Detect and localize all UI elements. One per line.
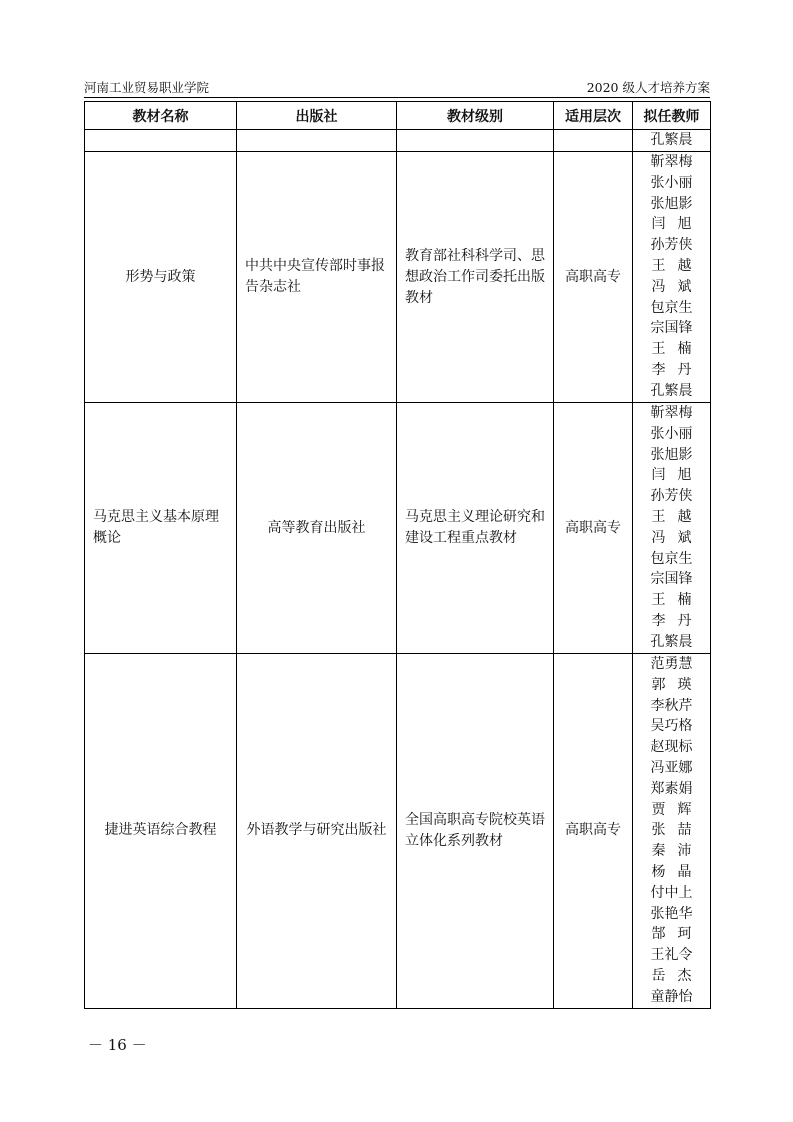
cell-teachers xyxy=(633,403,711,654)
teacher-name: 李秋芹 xyxy=(650,697,693,714)
publisher-text: 高等教育出版社 xyxy=(267,519,366,536)
textbook-table xyxy=(84,101,711,1009)
teacher-name: 李丹 xyxy=(651,612,704,629)
cell-name xyxy=(85,403,237,654)
teacher-name: 包京生 xyxy=(650,299,693,316)
teacher-name: 郜珂 xyxy=(651,926,704,943)
teacher-name: 王越 xyxy=(651,508,704,525)
teacher-name: 张旭影 xyxy=(650,195,693,212)
column-header: 拟任教师 xyxy=(633,102,711,130)
page-number: － 16 － xyxy=(88,1036,147,1054)
name-text: 形势与政策 xyxy=(125,268,196,285)
teacher-name: 冯斌 xyxy=(651,278,704,295)
institution-name: 河南工业贸易职业学院 xyxy=(84,80,210,95)
cell-publisher xyxy=(237,152,397,403)
publisher-text: 中共中央宣传部时事报告杂志社 xyxy=(245,258,385,295)
teacher-name: 冯亚娜 xyxy=(650,759,693,776)
teacher-name: 杨晶 xyxy=(651,863,704,880)
level-text: 全国高职高专院校英语立体化系列教材 xyxy=(405,811,545,849)
teacher-name: 包京生 xyxy=(650,550,693,567)
teacher-name: 付中上 xyxy=(650,884,693,901)
cell-name xyxy=(85,152,237,403)
teacher-name: 秦沛 xyxy=(651,843,704,860)
teacher-name: 王越 xyxy=(651,257,704,274)
table-row xyxy=(85,403,711,654)
table-row xyxy=(85,152,711,403)
teacher-name: 吴巧格 xyxy=(650,718,693,735)
cell-name xyxy=(85,654,237,1009)
teacher-name: 张小丽 xyxy=(650,425,693,442)
column-header: 适用层次 xyxy=(554,102,633,130)
cell-teachers xyxy=(633,152,711,403)
teacher-name: 孙芳侠 xyxy=(650,237,693,254)
cell-tier xyxy=(554,152,633,403)
cell-level xyxy=(397,403,554,654)
cell-name xyxy=(85,130,237,152)
column-header: 教材名称 xyxy=(85,102,237,130)
cell-publisher xyxy=(237,130,397,152)
tier-text: 高职高专 xyxy=(565,519,621,536)
cell-teachers xyxy=(633,130,711,152)
tier-text: 高职高专 xyxy=(565,822,621,839)
document-title: 2020 级人才培养方案 xyxy=(586,80,710,95)
cell-publisher xyxy=(237,654,397,1009)
table-header-row xyxy=(85,102,711,130)
page-header xyxy=(84,78,710,96)
level-text: 马克思主义理论研究和建设工程重点教材 xyxy=(405,509,545,546)
teacher-name: 宗国锋 xyxy=(650,571,693,588)
teacher-name: 童静怡 xyxy=(650,988,693,1005)
teacher-name: 闫旭 xyxy=(651,216,704,233)
column-header: 教材级别 xyxy=(397,102,554,130)
teacher-name: 冯斌 xyxy=(651,529,704,546)
teacher-name: 靳翠梅 xyxy=(650,405,693,421)
teacher-name: 赵现标 xyxy=(650,739,693,756)
teacher-name: 孔繁晨 xyxy=(650,633,693,650)
teacher-name: 王楠 xyxy=(651,341,704,358)
level-text: 教育部社科科学司、思想政治工作司委托出版教材 xyxy=(405,247,545,306)
teacher-name: 王礼令 xyxy=(650,947,693,964)
publisher-text: 外语教学与研究出版社 xyxy=(246,822,387,839)
cell-tier xyxy=(554,654,633,1009)
teacher-name: 张旭影 xyxy=(650,446,693,463)
header-rule xyxy=(84,97,710,98)
teacher-name: 靳翠梅 xyxy=(650,154,693,170)
teacher-name: 孙芳侠 xyxy=(650,488,693,505)
tier-text: 高职高专 xyxy=(565,268,621,285)
teacher-name: 范勇慧 xyxy=(650,656,693,672)
teacher-name: 贾辉 xyxy=(651,801,704,818)
teacher-name: 李丹 xyxy=(651,361,704,378)
teacher-name: 岳杰 xyxy=(651,967,704,984)
teacher-name: 孔繁晨 xyxy=(650,382,693,399)
teacher-name: 张喆 xyxy=(651,822,704,839)
teacher-name: 张艳华 xyxy=(650,905,693,922)
teacher-name: 王楠 xyxy=(651,592,704,609)
column-header: 出版社 xyxy=(237,102,397,130)
table-row xyxy=(85,654,711,1009)
cell-tier xyxy=(554,403,633,654)
cell-teachers xyxy=(633,654,711,1009)
table-row xyxy=(85,130,711,152)
teacher-name: 郭瑛 xyxy=(651,676,704,693)
cell-level xyxy=(397,152,554,403)
teacher-name: 闫旭 xyxy=(651,467,704,484)
teacher-name: 孔繁晨 xyxy=(650,132,693,148)
name-text: 马克思主义基本原理概论 xyxy=(93,509,219,546)
cell-level xyxy=(397,654,554,1009)
teacher-name: 宗国锋 xyxy=(650,320,693,337)
cell-tier xyxy=(554,130,633,152)
cell-level xyxy=(397,130,554,152)
teacher-name: 郑素娟 xyxy=(650,780,693,797)
name-text: 捷进英语综合教程 xyxy=(104,822,217,839)
teacher-name: 张小丽 xyxy=(650,174,693,191)
cell-publisher xyxy=(237,403,397,654)
